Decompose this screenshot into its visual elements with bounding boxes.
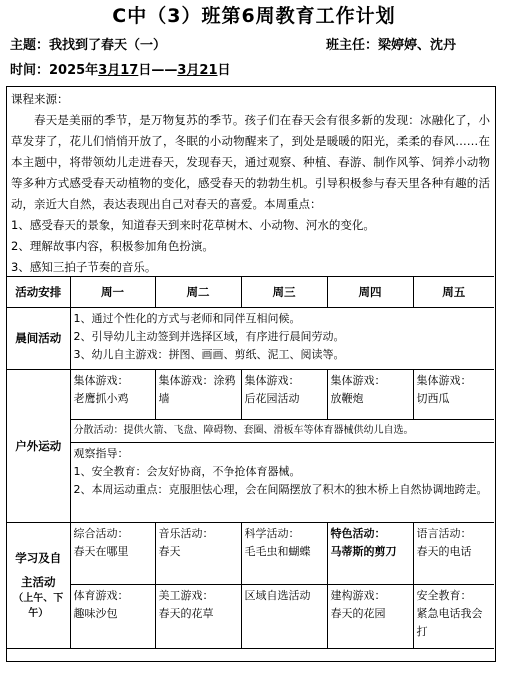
- weekly-goal-3: 3、感知三拍子节奏的音乐。: [11, 260, 157, 274]
- activity-prefix: 音乐活动：: [158, 526, 214, 540]
- time-line: [10, 62, 231, 80]
- outdoor-guide-row: [7, 442, 494, 522]
- theme-line: [10, 37, 166, 55]
- teacher-line: [326, 37, 456, 55]
- learning-wednesday-1: [241, 522, 327, 584]
- header-monday: 周一: [70, 277, 155, 307]
- activity-name: 春天: [158, 544, 181, 558]
- activity-prefix: 特色活动：: [330, 526, 386, 540]
- guide-item-1: 1、安全教育：会友好协商，不争抢体育器械。: [73, 464, 301, 478]
- learning-tuesday-1: [155, 522, 241, 584]
- activity-prefix: 科学活动：: [244, 526, 300, 540]
- game-name: 切西瓜: [416, 391, 450, 405]
- game-prefix: 集体游戏：: [330, 373, 386, 387]
- course-source-paragraph: 春天是美丽的季节，是万物复苏的季节。孩子们在春天会有很多新的发现：冰融化了，小草发芽了，花儿们悄悄开放了，冬眠的小动物醒来了，到处是暖暖的阳光，柔柔的春风……在本主题中，将带领幼儿走进春天，发现春天，通过观察、种植、春游、制作风筝、饲养小动物等多种方式感受春天动植物的变化，感受春天的勃勃生机。引导积极参与春天里各种有趣的活动，亲近大自然，表达表现出自己对春天的喜爱。本周重点：: [11, 113, 490, 211]
- learning-row-1: [7, 522, 494, 584]
- activity-prefix: 语言活动：: [416, 526, 472, 540]
- outdoor-label: 户外运动: [7, 369, 70, 522]
- outdoor-game-friday: [413, 369, 494, 419]
- learning-label-3: （上午、下午）: [13, 593, 64, 619]
- game-prefix: 集体游戏：: [158, 373, 214, 387]
- game-name: 老鹰抓小鸡: [73, 391, 129, 405]
- activity-name: 春天的电话: [416, 544, 472, 558]
- time-month-word-2: 月: [186, 63, 200, 78]
- header-thursday: 周四: [327, 277, 413, 307]
- game-prefix: 集体游戏：: [73, 373, 129, 387]
- game-name: 涂鸦墙: [158, 373, 236, 405]
- header-friday: 周五: [413, 277, 494, 307]
- activity-name: 马蒂斯的剪刀: [330, 544, 397, 558]
- morning-row: [7, 307, 494, 369]
- course-source-section: [7, 87, 494, 277]
- outdoor-scatter: 分散活动：提供火箭、飞盘、障碍物、套圈、滑板车等体育器械供幼儿自选。: [70, 419, 494, 442]
- schedule-table: [7, 277, 494, 649]
- activity-prefix: 建构游戏：: [330, 588, 386, 602]
- learning-tuesday-2: [155, 584, 241, 648]
- game-prefix: 集体游戏：: [416, 373, 472, 387]
- course-source-heading: 课程来源：: [11, 92, 69, 106]
- activity-name: 毛毛虫和蝴蝶: [244, 544, 311, 558]
- header-activity: 活动安排: [7, 277, 70, 307]
- outdoor-game-thursday: [327, 369, 413, 419]
- morning-label: 晨间活动: [7, 307, 70, 369]
- activity-name: 春天的花园: [330, 606, 386, 620]
- game-name: 放鞭炮: [330, 391, 364, 405]
- learning-label: [7, 522, 70, 648]
- activity-prefix: 综合活动：: [73, 526, 129, 540]
- header-tuesday: 周二: [155, 277, 241, 307]
- time-separator: 日——: [138, 63, 178, 78]
- learning-thursday-2: [327, 584, 413, 648]
- time-end-day: 21: [199, 63, 218, 78]
- learning-label-2: 主活动: [21, 575, 56, 589]
- theme-value: 我找到了春天（一）: [49, 38, 167, 53]
- theme-label: 主题：: [10, 38, 50, 53]
- outdoor-games-row: [7, 369, 494, 419]
- morning-content: [70, 307, 494, 369]
- time-start-day: 17: [120, 63, 139, 78]
- activity-prefix: 区域自选活动: [244, 588, 311, 602]
- outdoor-game-tuesday: [155, 369, 241, 419]
- learning-thursday-1: [327, 522, 413, 584]
- activity-name: 春天在哪里: [73, 544, 129, 558]
- morning-item-1: 1、通过个性化的方式与老师和同伴互相问候。: [73, 311, 301, 325]
- weekly-goal-2: 2、理解故事内容，积极参加角色扮演。: [11, 239, 214, 253]
- header-wednesday: 周三: [241, 277, 327, 307]
- activity-prefix: 安全教育：: [416, 588, 472, 602]
- time-end-word: 日: [217, 63, 231, 78]
- activity-name: 趣味沙包: [73, 606, 118, 620]
- activity-name: 紧急电话我会打: [416, 606, 483, 638]
- teacher-value: 梁婷婷、沈丹: [378, 38, 457, 53]
- time-month-word-1: 月: [107, 63, 121, 78]
- morning-item-2: 2、引导幼儿主动签到并选择区域，有序进行晨间劳动。: [73, 329, 345, 343]
- learning-row-2: [7, 584, 494, 648]
- learning-friday-1: [413, 522, 494, 584]
- activity-prefix: 美工游戏：: [158, 588, 214, 602]
- outdoor-game-wednesday: [241, 369, 327, 419]
- activity-prefix: 体育游戏：: [73, 588, 129, 602]
- learning-monday-2: [70, 584, 155, 648]
- outdoor-scatter-row: [7, 419, 494, 442]
- learning-monday-1: [70, 522, 155, 584]
- plan-table: [6, 86, 496, 662]
- learning-wednesday-2: [241, 584, 327, 648]
- guide-item-2: 2、本周运动重点：克服胆怯心理，会在间隔摆放了积木的独木桥上自然协调地跨走。: [73, 482, 488, 496]
- time-end-month: 3: [177, 63, 187, 78]
- weekly-goal-1: 1、感受春天的景象，知道春天到来时花草树木、小动物、河水的变化。: [11, 218, 375, 232]
- morning-item-3: 3、幼儿自主游戏：拼图、画画、剪纸、泥工、阅读等。: [73, 347, 345, 361]
- outdoor-game-monday: [70, 369, 155, 419]
- page-title: C中（3）班第6周教育工作计划: [112, 5, 396, 27]
- game-name: 后花园活动: [244, 391, 300, 405]
- game-prefix: 集体游戏：: [244, 373, 300, 387]
- learning-label-1: 学习及自: [15, 551, 62, 565]
- outdoor-guide: [70, 442, 494, 522]
- teacher-label: 班主任：: [326, 38, 379, 53]
- time-start-month: 3: [98, 63, 108, 78]
- time-label: 时间：2025年: [10, 63, 99, 78]
- learning-friday-2: [413, 584, 494, 648]
- guide-title: 观察指导：: [73, 446, 129, 460]
- schedule-header-row: [7, 277, 494, 307]
- activity-name: 春天的花草: [158, 606, 214, 620]
